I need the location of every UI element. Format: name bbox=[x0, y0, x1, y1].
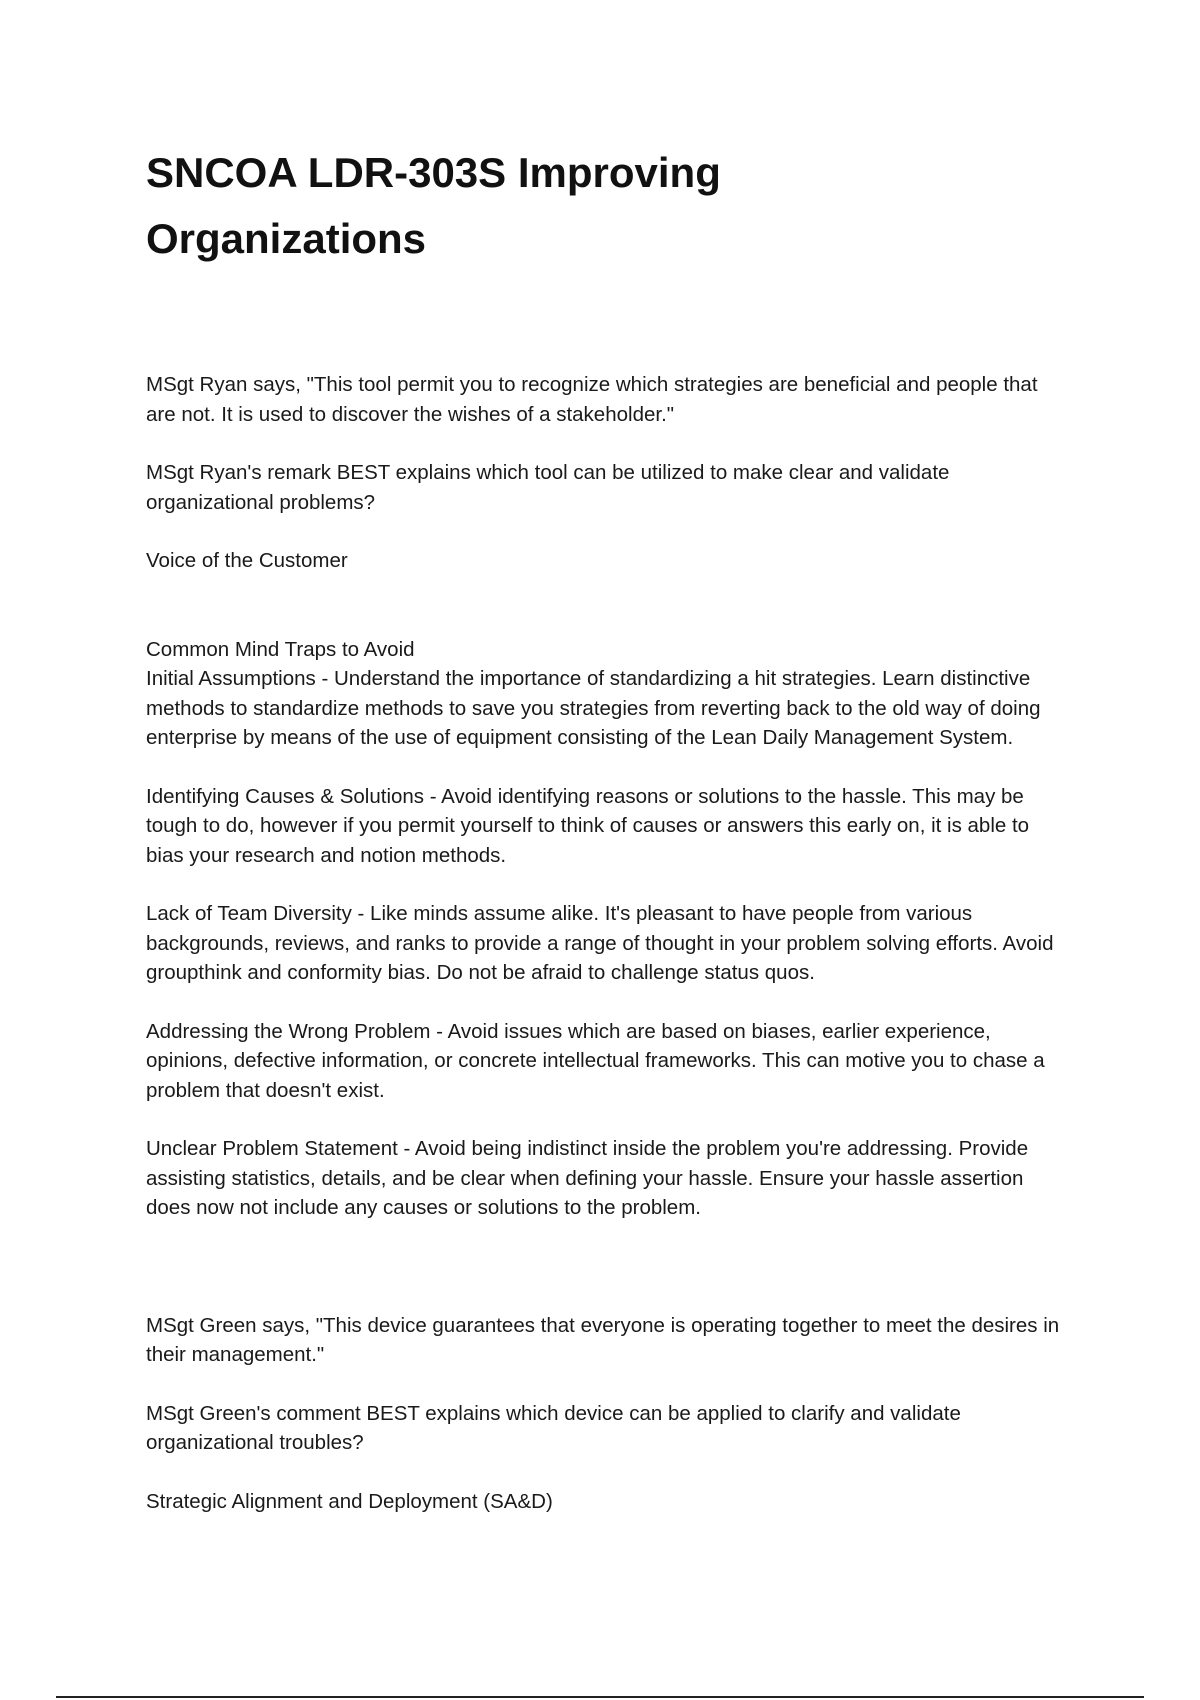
paragraph-green-question: MSgt Green's comment BEST explains which device can be applied to clarify and validate organizational troubles? bbox=[146, 1401, 961, 1454]
paragraph-unclear-statement: Unclear Problem Statement - Avoid being indistinct inside the problem you're addressing. Provide assisting statistics, details, and be clear when defining your hassle. Ensure your hassle assertion does now not include any causes or solutions to the problem. bbox=[146, 1137, 1029, 1219]
paragraph-ryan-quote: MSgt Ryan says, "This tool permit you to recognize which strategies are beneficial and people that are not. It is used to discover the wishes of a stakeholder." bbox=[146, 373, 1038, 426]
paragraph-spacer bbox=[146, 429, 1066, 458]
paragraph-spacer bbox=[146, 517, 1066, 546]
paragraph-team-diversity: Lack of Team Diversity - Like minds assume alike. It's pleasant to have people from various backgrounds, reviews, and ranks to provide a range of thought in your problem solving efforts. Avoid groupthink and conformity bias. Do not be afraid to challenge status quos. bbox=[146, 902, 1054, 984]
paragraph-causes-solutions: Identifying Causes & Solutions - Avoid identifying reasons or solutions to the hassle. This may be tough to do, however if you permit yourself to think of causes or answers this early on, it is able to bias your research and notion methods. bbox=[146, 784, 1030, 867]
paragraph-green-answer: Strategic Alignment and Deployment (SA&D) bbox=[146, 1489, 553, 1513]
paragraph-initial-assumptions: Initial Assumptions - Understand the importance of standardizing a hit strategies. Learn distinctive methods to standardize methods to save you strategies from reverting back to the old way of doing enterprise by means of the use of equipment consisting of the Lean Daily Management System. bbox=[146, 667, 1041, 749]
document-title: SNCOA LDR-303S Improving Organizations bbox=[146, 149, 721, 262]
paragraph-green-quote: MSgt Green says, "This device guarantees that everyone is operating together to meet the desires in their management." bbox=[146, 1313, 1060, 1366]
paragraph-wrong-problem: Addressing the Wrong Problem - Avoid issues which are based on biases, earlier experience, opinions, defective information, or concrete intellectual frameworks. This can motive you to chase a problem that doesn't exist. bbox=[146, 1019, 1045, 1102]
paragraph-spacer bbox=[146, 753, 1066, 782]
section-heading-mind-traps: Common Mind Traps to Avoid bbox=[146, 637, 415, 661]
paragraph-ryan-question: MSgt Ryan's remark BEST explains which tool can be utilized to make clear and validate organizational problems? bbox=[146, 461, 950, 514]
paragraph-ryan-answer: Voice of the Customer bbox=[146, 549, 348, 572]
paragraph-spacer bbox=[146, 576, 1066, 635]
paragraph-spacer bbox=[146, 870, 1066, 899]
paragraph-spacer bbox=[146, 1223, 1066, 1311]
paragraph-spacer bbox=[146, 1105, 1066, 1134]
paragraph-spacer bbox=[146, 1370, 1066, 1399]
paragraph-spacer bbox=[146, 1458, 1066, 1487]
paragraph-spacer bbox=[146, 988, 1066, 1017]
page-bottom-divider bbox=[56, 1696, 1144, 1698]
document-body bbox=[146, 370, 1066, 1516]
